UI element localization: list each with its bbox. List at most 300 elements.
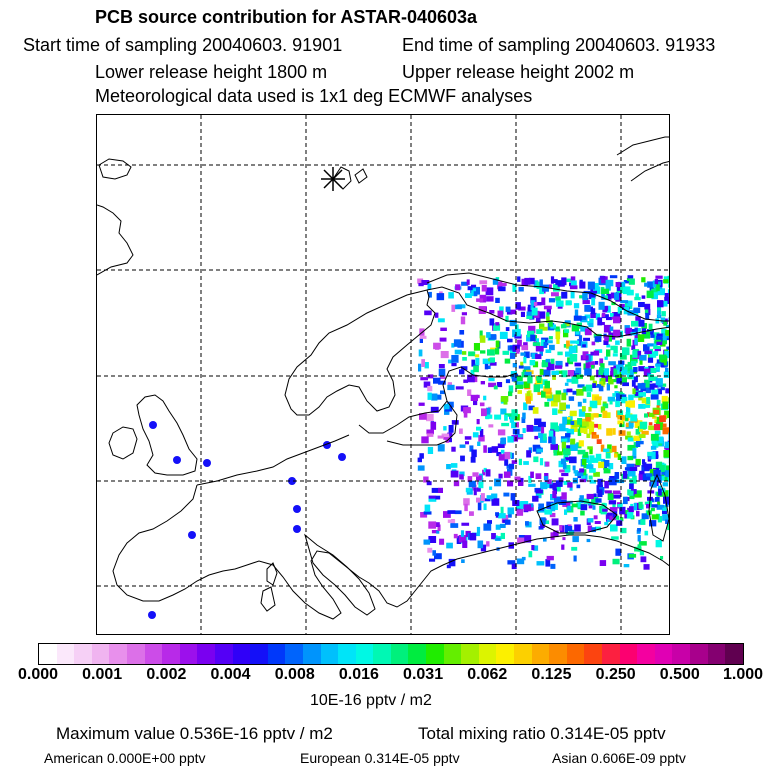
plume-cell: [627, 431, 631, 435]
plume-cell: [665, 293, 669, 297]
plume-cell: [561, 277, 566, 285]
plume-cell: [649, 520, 656, 526]
plume-cell: [647, 281, 654, 287]
map-title: PCB source contribution for ASTAR-040603a: [95, 7, 478, 27]
plume-cell: [623, 286, 631, 294]
colorbar-swatch: [567, 644, 585, 664]
plume-spot: [148, 611, 156, 619]
plume-cell: [475, 358, 479, 365]
plume-cell: [644, 283, 647, 287]
plume-cell: [604, 522, 608, 525]
plume-cell: [570, 354, 578, 362]
colorbar-swatch: [268, 644, 286, 664]
plume-cell: [481, 493, 485, 501]
plume-cell: [544, 476, 548, 480]
plume-cell: [628, 395, 633, 401]
plume-cell: [589, 476, 593, 480]
plume-cell: [536, 473, 542, 479]
plume-cell: [478, 503, 482, 511]
plume-cell: [501, 423, 509, 426]
plume-cell: [602, 411, 607, 418]
plume-cell: [606, 349, 610, 356]
plume-cell: [483, 396, 486, 401]
iceland: [99, 159, 131, 179]
plume-cell: [448, 292, 454, 298]
colorbar-swatch: [92, 644, 110, 664]
plume-cell: [424, 311, 432, 316]
colorbar-swatch: [338, 644, 356, 664]
plume-cell: [482, 285, 487, 292]
plume-cell: [627, 512, 634, 519]
plume-cell: [527, 376, 532, 383]
plume-cell: [651, 394, 659, 399]
plume-cell: [644, 564, 650, 570]
plume-cell: [440, 328, 447, 331]
plume-cell: [638, 392, 646, 397]
plume-cell: [561, 439, 567, 442]
plume-cell: [647, 343, 654, 346]
colorbar-swatch: [672, 644, 690, 664]
plume-cell: [488, 378, 494, 381]
plume-cell: [599, 386, 604, 392]
plume-cell: [634, 338, 637, 345]
plume-cell: [578, 402, 582, 407]
colorbar-swatch: [408, 644, 426, 664]
plume-cell: [439, 539, 444, 545]
plume-cell: [508, 507, 515, 514]
plume-cell: [550, 564, 555, 569]
plume-cell: [569, 457, 577, 464]
plume-cell: [565, 363, 568, 367]
plume-cell: [559, 424, 566, 432]
plume-cell: [476, 427, 481, 431]
plume-cell: [456, 386, 464, 389]
plume-cell: [561, 292, 567, 299]
plume-cell: [655, 276, 662, 279]
plume-cell: [486, 469, 491, 476]
plume-cell: [599, 367, 604, 372]
plume-cell: [635, 494, 642, 498]
plume-cell: [593, 435, 599, 439]
plume-cell: [625, 401, 631, 407]
plume-cell: [648, 456, 652, 460]
plume-cell: [602, 509, 608, 512]
plume-spot: [203, 459, 211, 467]
plume-cell: [489, 487, 492, 490]
plume-cell: [472, 472, 478, 476]
plume-cell: [459, 330, 464, 335]
plume-cell: [427, 481, 432, 485]
plume-cell: [600, 560, 606, 566]
plume-cell: [546, 349, 552, 353]
colorbar-tick-label: 0.016: [338, 666, 379, 683]
plume-cell: [580, 511, 585, 516]
plume-cell: [485, 364, 488, 370]
plume-cell: [451, 355, 458, 363]
plume-cell: [540, 369, 544, 375]
plume-cell: [659, 415, 666, 422]
plume-cell: [567, 389, 573, 393]
plume-cell: [441, 351, 449, 358]
colorbar-tick-label: 0.000: [17, 666, 59, 683]
plume-cell: [419, 350, 423, 357]
plume-cell: [438, 318, 445, 322]
plume-cell: [419, 403, 425, 406]
plume-cell: [552, 408, 557, 415]
plume-cell: [634, 377, 638, 383]
plume-cell: [582, 344, 586, 347]
plume-cell: [669, 361, 670, 366]
plume-cell: [494, 415, 501, 420]
plume-cell: [574, 303, 579, 308]
plume-cell: [555, 280, 561, 285]
plume-cell: [520, 352, 525, 355]
plume-cell: [507, 436, 513, 442]
colorbar-tick-label: 0.002: [146, 666, 187, 683]
plume-cell: [537, 449, 543, 453]
plume-field: [148, 275, 670, 619]
plume-cell: [545, 462, 549, 467]
plume-cell: [438, 488, 443, 493]
star-icon: [321, 167, 345, 191]
plume-cell: [616, 393, 620, 401]
plume-cell: [525, 372, 532, 376]
plume-cell: [631, 321, 638, 327]
plume-cell: [658, 437, 663, 444]
plume-cell: [494, 386, 498, 390]
plume-cell: [480, 350, 485, 353]
corsica-sardinia: [261, 563, 277, 611]
plume-cell: [573, 517, 577, 522]
plume-cell: [669, 392, 670, 397]
colorbar-swatch: [479, 644, 497, 664]
plume-cell: [519, 287, 524, 292]
plume-cell: [518, 390, 523, 394]
plume-cell: [577, 472, 583, 476]
colorbar-swatch: [39, 644, 57, 664]
graticule: [97, 115, 670, 635]
plume-cell: [471, 457, 476, 463]
plume-cell: [524, 278, 530, 285]
plume-cell: [536, 489, 543, 493]
plume-cell: [527, 312, 532, 316]
plume-cell: [610, 275, 617, 278]
plume-cell: [515, 477, 521, 481]
plume-cell: [633, 308, 640, 313]
plume-cell: [465, 293, 472, 298]
plume-cell: [509, 464, 514, 470]
plume-cell: [644, 351, 652, 354]
plume-cell: [501, 507, 504, 514]
plume-cell: [663, 279, 668, 283]
plume-cell: [665, 330, 669, 335]
plume-cell: [579, 440, 584, 446]
plume-cell: [621, 456, 626, 464]
plume-cell: [641, 277, 645, 282]
plume-cell: [579, 468, 584, 472]
plume-cell: [615, 472, 620, 479]
plume-cell: [608, 493, 614, 500]
plume-cell: [612, 446, 617, 452]
plume-cell: [549, 430, 554, 436]
plume-cell: [480, 335, 486, 342]
plume-cell: [594, 396, 601, 400]
colorbar-swatch: [109, 644, 127, 664]
plume-cell: [432, 550, 436, 556]
plume-cell: [665, 470, 670, 477]
plume-cell: [547, 556, 554, 560]
plume-cell: [418, 283, 423, 286]
ireland: [109, 427, 137, 459]
colorbar-swatch: [285, 644, 303, 664]
plume-cell: [550, 444, 558, 450]
plume-cell: [639, 355, 647, 361]
plume-cell: [419, 453, 424, 459]
plume-cell: [516, 349, 519, 354]
plume-cell: [570, 444, 578, 452]
plume-cell: [561, 459, 566, 465]
plume-cell: [669, 280, 670, 284]
plume-cell: [455, 284, 460, 290]
plume-cell: [480, 403, 485, 407]
plume-cell: [517, 376, 523, 381]
plume-cell: [495, 512, 499, 516]
plume-cell: [545, 381, 551, 389]
plume-cell: [586, 434, 590, 438]
plume-cell: [530, 472, 534, 478]
plume-cell: [598, 424, 601, 429]
plume-cell: [561, 473, 568, 476]
plume-cell: [651, 446, 657, 450]
plume-cell: [653, 410, 659, 415]
plume-cell: [634, 297, 640, 300]
plume-cell: [418, 465, 425, 470]
colorbar-swatch: [127, 644, 145, 664]
plume-cell: [602, 313, 606, 317]
plume-cell: [628, 275, 634, 278]
plume-cell: [459, 429, 463, 434]
plume-cell: [467, 279, 470, 285]
colorbar-swatch: [708, 644, 726, 664]
plume-cell: [504, 415, 508, 421]
plume-cell: [613, 491, 621, 495]
plume-cell: [658, 489, 662, 496]
plume-spot: [149, 421, 157, 429]
plume-cell: [530, 360, 536, 365]
plume-cell: [562, 441, 566, 449]
plume-cell: [544, 342, 548, 348]
plume-cell: [534, 419, 541, 426]
colorbar-swatch: [356, 644, 374, 664]
plume-cell: [597, 317, 602, 325]
plume-cell: [595, 336, 602, 342]
plume-cell: [656, 540, 662, 547]
colorbar-tick-label: 0.008: [274, 666, 315, 683]
plume-cell: [608, 361, 616, 365]
plume-cell: [542, 362, 549, 367]
plume-cell: [566, 341, 570, 347]
plume-cell: [588, 323, 593, 327]
colorbar-swatch: [620, 644, 638, 664]
plume-cell: [578, 450, 586, 455]
plume-cell: [640, 519, 645, 525]
plume-cell: [498, 513, 506, 518]
plume-cell: [534, 436, 538, 439]
plume-cell: [433, 378, 441, 384]
plume-cell: [656, 342, 662, 345]
plume-cell: [454, 534, 458, 538]
plume-cell: [610, 401, 613, 405]
plume-cell: [479, 280, 487, 284]
plume-cell: [567, 482, 572, 487]
plume-cell: [565, 433, 571, 437]
plume-cell: [613, 346, 617, 353]
plume-cell: [506, 327, 510, 331]
plume-cell: [447, 510, 455, 514]
plume-cell: [595, 361, 598, 365]
plume-cell: [617, 504, 622, 507]
plume-cell: [516, 509, 523, 516]
plume-cell: [510, 353, 515, 359]
plume-cell: [510, 310, 516, 315]
plume-cell: [657, 400, 661, 406]
plume-cell: [540, 482, 547, 489]
svalbard: [333, 167, 367, 189]
plume-cell: [587, 446, 593, 449]
plume-cell: [446, 543, 453, 549]
plume-cell: [539, 311, 546, 318]
plume-cell: [461, 559, 465, 563]
plume-cell: [478, 482, 483, 489]
plume-cell: [471, 450, 477, 458]
plume-cell: [583, 387, 587, 392]
colorbar-tick-label: 0.031: [403, 666, 444, 683]
plume-cell: [443, 426, 446, 430]
colorbar-swatch: [391, 644, 409, 664]
map-svg: [97, 115, 670, 635]
plume-cell: [567, 526, 572, 531]
plume-cell: [492, 446, 499, 452]
plume-cell: [598, 462, 604, 468]
colorbar-swatch: [461, 644, 479, 664]
plume-cell: [663, 322, 667, 326]
plume-cell: [640, 422, 648, 429]
plume-cell: [657, 300, 664, 307]
plume-cell: [424, 540, 431, 545]
plume-cell: [611, 536, 619, 539]
plume-cell: [669, 474, 670, 478]
plume-cell: [652, 514, 659, 519]
plume-cell: [501, 450, 505, 454]
plume-cell: [533, 457, 538, 463]
plume-cell: [564, 329, 569, 333]
plume-cell: [532, 308, 538, 316]
plume-cell: [536, 346, 544, 352]
plume-cell: [582, 459, 587, 465]
plume-cell: [556, 301, 564, 307]
plume-cell: [588, 282, 595, 290]
plume-cell: [619, 430, 626, 436]
plume-cell: [537, 561, 545, 565]
plume-cell: [524, 504, 532, 511]
plume-cell: [665, 388, 670, 393]
colorbar-tick-label: 0.250: [595, 666, 636, 683]
plume-cell: [583, 338, 590, 341]
total-mixing-ratio-text: Total mixing ratio 0.314E-05 pptv: [418, 724, 666, 743]
plume-cell: [421, 359, 425, 367]
plume-cell: [471, 395, 478, 401]
plume-cell: [556, 332, 561, 340]
plume-cell: [462, 541, 467, 549]
plume-cell: [531, 545, 534, 550]
colorbar-swatch: [637, 644, 655, 664]
plume-cell: [536, 329, 542, 334]
britain: [137, 395, 197, 475]
plume-cell: [421, 436, 428, 443]
plume-cell: [427, 548, 432, 553]
plume-cell: [507, 339, 513, 343]
plume-cell: [648, 358, 653, 363]
plume-cell: [500, 524, 506, 528]
plume-cell: [440, 338, 447, 342]
plume-cell: [606, 428, 612, 436]
plume-cell: [588, 407, 591, 412]
plume-cell: [549, 298, 555, 302]
plume-cell: [550, 422, 558, 429]
plume-cell: [516, 381, 524, 384]
colorbar-tick-label: 0.001: [82, 666, 123, 683]
plume-cell: [606, 280, 614, 287]
plume-cell: [615, 549, 621, 556]
plume-cell: [609, 478, 617, 485]
plume-cell: [540, 458, 543, 465]
plume-spot: [293, 525, 301, 533]
plume-cell: [577, 418, 582, 425]
plume-cell: [583, 399, 587, 403]
plume-cell: [425, 362, 429, 368]
plume-cell: [571, 421, 575, 425]
plume-cell: [431, 394, 437, 401]
plume-cell: [662, 508, 666, 511]
plume-cell: [476, 498, 480, 503]
plume-cell: [604, 368, 609, 375]
plume-cell: [650, 384, 655, 390]
plume-cell: [477, 419, 480, 424]
plume-cell: [669, 281, 670, 289]
plume-cell: [504, 472, 511, 478]
plume-cell: [567, 506, 571, 511]
plume-cell: [571, 280, 577, 285]
plume-cell: [490, 357, 496, 362]
plume-cell: [654, 424, 660, 430]
plume-cell: [593, 413, 598, 418]
plume-cell: [635, 293, 639, 297]
plume-cell: [646, 473, 652, 476]
plume-cell: [581, 504, 588, 510]
plume-cell: [586, 464, 593, 469]
plume-cell: [632, 448, 636, 455]
colorbar-swatch: [496, 644, 514, 664]
plume-cell: [523, 461, 529, 465]
plume-cell: [663, 450, 670, 458]
plume-cell: [446, 464, 451, 469]
plume-cell: [668, 433, 670, 440]
plume-cell: [595, 521, 601, 524]
plume-cell: [572, 504, 578, 508]
american-text: American 0.000E+00 pptv: [44, 750, 206, 766]
plume-cell: [617, 420, 623, 424]
plume-cell: [648, 374, 654, 381]
